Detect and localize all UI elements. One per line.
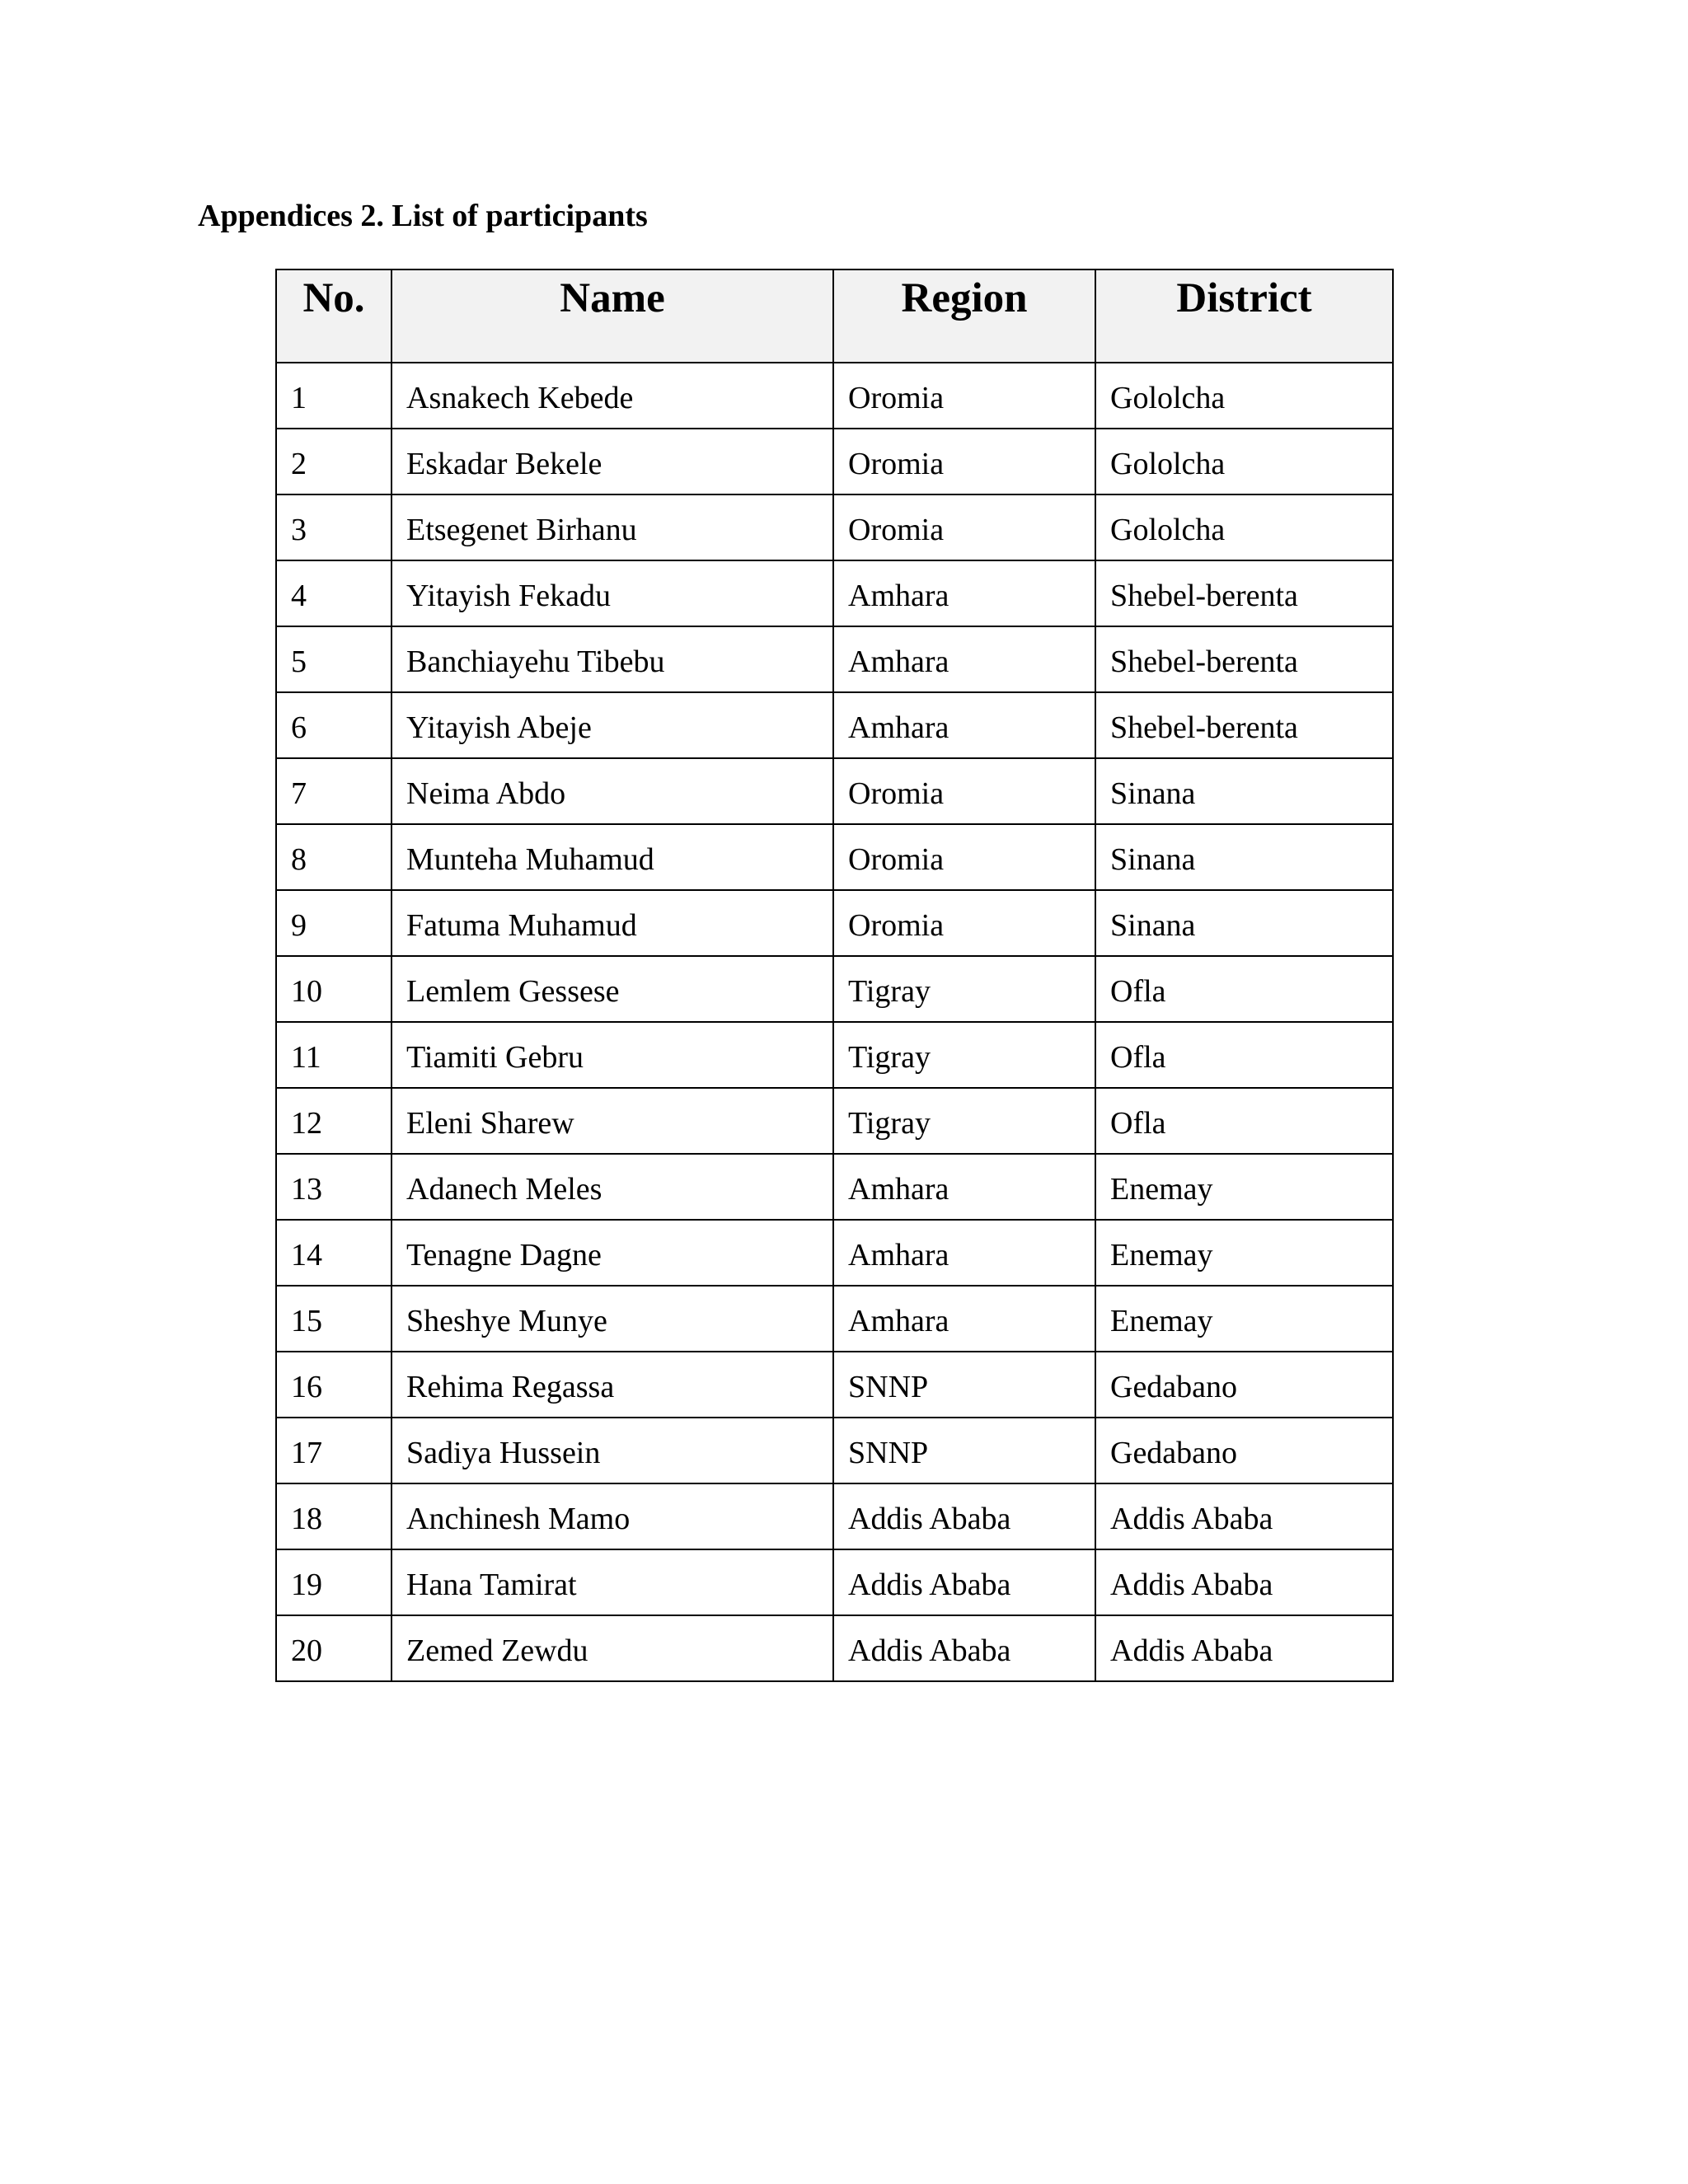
cell-district: Ofla bbox=[1095, 956, 1393, 1022]
cell-district: Gedabano bbox=[1095, 1352, 1393, 1418]
cell-name: Tenagne Dagne bbox=[392, 1220, 833, 1286]
cell-no: 1 bbox=[276, 363, 392, 429]
cell-district: Sinana bbox=[1095, 824, 1393, 890]
cell-region: Oromia bbox=[833, 890, 1095, 956]
cell-region: Tigray bbox=[833, 1022, 1095, 1088]
cell-name: Anchinesh Mamo bbox=[392, 1483, 833, 1549]
cell-district: Sinana bbox=[1095, 890, 1393, 956]
cell-region: Amhara bbox=[833, 692, 1095, 758]
cell-region: Addis Ababa bbox=[833, 1483, 1095, 1549]
cell-region: Oromia bbox=[833, 363, 1095, 429]
cell-no: 2 bbox=[276, 429, 392, 494]
cell-no: 15 bbox=[276, 1286, 392, 1352]
table-row bbox=[276, 1418, 1393, 1483]
participants-table bbox=[275, 269, 1394, 1682]
cell-district: Enemay bbox=[1095, 1154, 1393, 1220]
table-row bbox=[276, 560, 1393, 626]
cell-name: Tiamiti Gebru bbox=[392, 1022, 833, 1088]
cell-no: 3 bbox=[276, 494, 392, 560]
cell-name: Yitayish Fekadu bbox=[392, 560, 833, 626]
cell-region: Addis Ababa bbox=[833, 1615, 1095, 1681]
cell-district: Addis Ababa bbox=[1095, 1615, 1393, 1681]
cell-region: Oromia bbox=[833, 824, 1095, 890]
table-row bbox=[276, 824, 1393, 890]
cell-region: Oromia bbox=[833, 758, 1095, 824]
cell-region: Oromia bbox=[833, 494, 1095, 560]
cell-region: Amhara bbox=[833, 626, 1095, 692]
cell-name: Sheshye Munye bbox=[392, 1286, 833, 1352]
cell-name: Hana Tamirat bbox=[392, 1549, 833, 1615]
cell-region: Amhara bbox=[833, 1220, 1095, 1286]
table-row bbox=[276, 1220, 1393, 1286]
table-row bbox=[276, 363, 1393, 429]
cell-no: 5 bbox=[276, 626, 392, 692]
cell-region: SNNP bbox=[833, 1352, 1095, 1418]
table-row bbox=[276, 692, 1393, 758]
cell-name: Munteha Muhamud bbox=[392, 824, 833, 890]
cell-region: Tigray bbox=[833, 1088, 1095, 1154]
table-row bbox=[276, 429, 1393, 494]
cell-name: Neima Abdo bbox=[392, 758, 833, 824]
cell-district: Shebel-berenta bbox=[1095, 692, 1393, 758]
cell-name: Yitayish Abeje bbox=[392, 692, 833, 758]
cell-no: 6 bbox=[276, 692, 392, 758]
cell-no: 11 bbox=[276, 1022, 392, 1088]
table-row bbox=[276, 1483, 1393, 1549]
cell-region: Amhara bbox=[833, 1286, 1095, 1352]
cell-name: Fatuma Muhamud bbox=[392, 890, 833, 956]
table-row bbox=[276, 494, 1393, 560]
cell-no: 16 bbox=[276, 1352, 392, 1418]
cell-district: Gedabano bbox=[1095, 1418, 1393, 1483]
cell-no: 14 bbox=[276, 1220, 392, 1286]
table-row bbox=[276, 1286, 1393, 1352]
table-body bbox=[276, 363, 1393, 1681]
cell-name: Eleni Sharew bbox=[392, 1088, 833, 1154]
table-row bbox=[276, 1022, 1393, 1088]
cell-no: 19 bbox=[276, 1549, 392, 1615]
table-row bbox=[276, 1088, 1393, 1154]
cell-no: 12 bbox=[276, 1088, 392, 1154]
cell-district: Shebel-berenta bbox=[1095, 560, 1393, 626]
cell-district: Addis Ababa bbox=[1095, 1549, 1393, 1615]
page-title: Appendices 2. List of participants bbox=[198, 199, 648, 233]
cell-region: SNNP bbox=[833, 1418, 1095, 1483]
cell-district: Gololcha bbox=[1095, 429, 1393, 494]
cell-region: Tigray bbox=[833, 956, 1095, 1022]
table-row bbox=[276, 1352, 1393, 1418]
cell-no: 17 bbox=[276, 1418, 392, 1483]
table-row bbox=[276, 1615, 1393, 1681]
cell-name: Rehima Regassa bbox=[392, 1352, 833, 1418]
cell-district: Ofla bbox=[1095, 1022, 1393, 1088]
cell-district: Sinana bbox=[1095, 758, 1393, 824]
column-header-region: Region bbox=[833, 269, 1095, 363]
table-row bbox=[276, 1549, 1393, 1615]
cell-name: Zemed Zewdu bbox=[392, 1615, 833, 1681]
cell-district: Gololcha bbox=[1095, 363, 1393, 429]
cell-region: Oromia bbox=[833, 429, 1095, 494]
cell-region: Amhara bbox=[833, 560, 1095, 626]
cell-no: 9 bbox=[276, 890, 392, 956]
cell-district: Shebel-berenta bbox=[1095, 626, 1393, 692]
cell-region: Addis Ababa bbox=[833, 1549, 1095, 1615]
column-header-no: No. bbox=[276, 269, 392, 363]
cell-no: 13 bbox=[276, 1154, 392, 1220]
cell-name: Adanech Meles bbox=[392, 1154, 833, 1220]
table-row bbox=[276, 758, 1393, 824]
cell-name: Lemlem Gessese bbox=[392, 956, 833, 1022]
cell-district: Enemay bbox=[1095, 1220, 1393, 1286]
cell-name: Sadiya Hussein bbox=[392, 1418, 833, 1483]
cell-district: Enemay bbox=[1095, 1286, 1393, 1352]
table-row bbox=[276, 1154, 1393, 1220]
cell-district: Addis Ababa bbox=[1095, 1483, 1393, 1549]
table-row bbox=[276, 626, 1393, 692]
cell-name: Etsegenet Birhanu bbox=[392, 494, 833, 560]
cell-no: 4 bbox=[276, 560, 392, 626]
cell-name: Banchiayehu Tibebu bbox=[392, 626, 833, 692]
cell-no: 7 bbox=[276, 758, 392, 824]
column-header-district: District bbox=[1095, 269, 1393, 363]
cell-district: Gololcha bbox=[1095, 494, 1393, 560]
table-header-row bbox=[276, 269, 1393, 363]
table-row bbox=[276, 890, 1393, 956]
cell-district: Ofla bbox=[1095, 1088, 1393, 1154]
cell-no: 18 bbox=[276, 1483, 392, 1549]
table-row bbox=[276, 956, 1393, 1022]
cell-region: Amhara bbox=[833, 1154, 1095, 1220]
column-header-name: Name bbox=[392, 269, 833, 363]
cell-name: Asnakech Kebede bbox=[392, 363, 833, 429]
cell-name: Eskadar Bekele bbox=[392, 429, 833, 494]
cell-no: 8 bbox=[276, 824, 392, 890]
cell-no: 20 bbox=[276, 1615, 392, 1681]
cell-no: 10 bbox=[276, 956, 392, 1022]
